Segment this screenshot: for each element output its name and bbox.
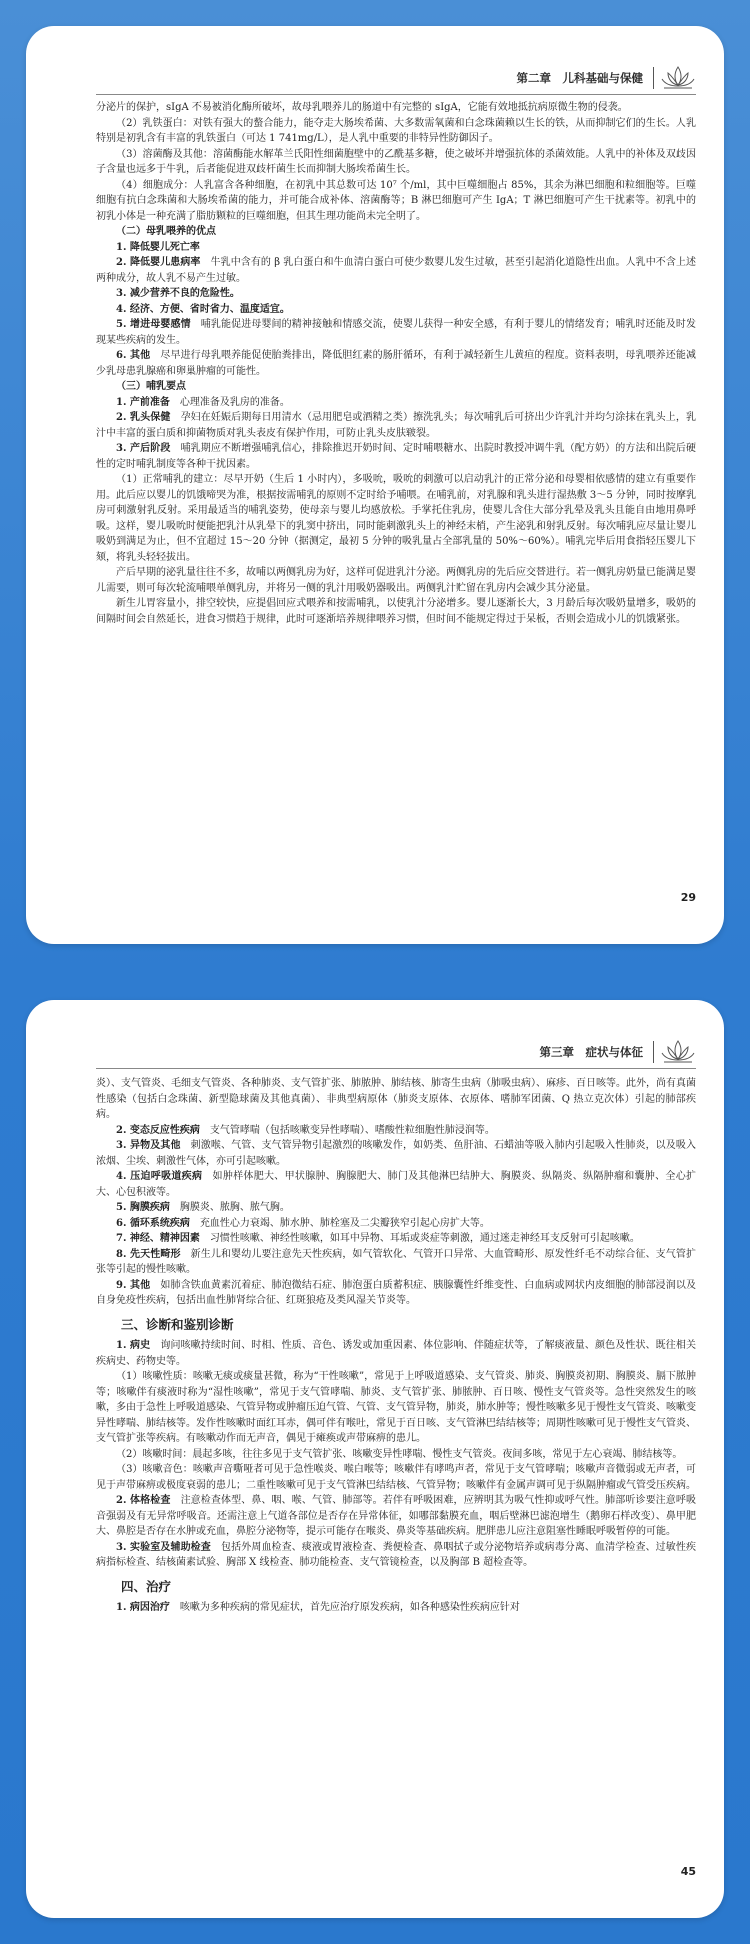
paragraph — [96, 1138, 696, 1169]
paragraph — [96, 240, 696, 256]
paragraph — [96, 1123, 696, 1139]
paragraph — [96, 441, 696, 472]
paragraph-lead: 9. 其他 — [116, 1279, 151, 1291]
header-separator — [653, 1041, 654, 1063]
paragraph-lead: 1. 病史 — [116, 1340, 151, 1351]
running-header — [517, 64, 697, 92]
paragraph: （3）溶菌酶及其他：溶菌酶能水解革兰氏阳性细菌胞壁中的乙酰基多糖，使之破坏并增强抗体的杀菌效能。人乳中的补体及双歧因子含量也远多于牛乳，后者能促进双歧杆菌生长而抑制大肠埃希菌生长。 — [96, 148, 696, 175]
paragraph — [96, 1600, 696, 1616]
paragraph: 新生儿胃容量小，排空较快，应提倡回应式喂养和按需哺乳，以使乳汁分泌增多。婴儿逐渐长大，3 月龄后每次吸奶量增多，吸奶的间隔时间会自然延长，进食习惯趋于规律，此时可逐渐培养规律喂养习惯，但时间不能规定得过于呆板，否则会造成小儿的饥饿紧张。 — [96, 598, 696, 625]
paragraph-lead: 3. 减少营养不良的危险性。 — [116, 288, 240, 299]
paragraph-lead: 2. 体格检查 — [116, 1495, 171, 1506]
page-number: 45 — [680, 1865, 696, 1878]
paragraph — [96, 1231, 696, 1247]
paragraph-lead: 1. 产前准备 — [116, 396, 170, 408]
lotus-logo-icon — [660, 65, 696, 91]
paragraph-text: 尽早进行母乳喂养能促使胎粪排出，降低胆红素的肠肝循环，有利于减轻新生儿黄疸的程度。资料表明，母乳喂养还能减少乳母患乳腺癌和卵巢肿瘤的可能性。 — [96, 350, 697, 377]
paragraph: 分泌片的保护，sIgA 不易被消化酶所破坏，故母乳喂养儿的肠道中有完整的 sIgA，它能有效地抵抗病原微生物的侵袭。 — [96, 102, 628, 113]
paragraph-text: 牛乳中含有的 β 乳白蛋白和牛血清白蛋白可使少数婴儿发生过敏，甚至引起消化道隐性出血。人乳中不含上述两种成分，故人乳不易产生过敏。 — [96, 257, 697, 284]
paragraph-text: 哺乳能促进母婴间的精神接触和情感交流，使婴儿获得一种安全感，有利于婴儿的情绪发育；哺乳时还能及时发现某些疾病的发生。 — [96, 319, 697, 346]
header-rule — [96, 1068, 696, 1069]
paragraph-lead: 1. 病因治疗 — [116, 1602, 170, 1613]
page-45 — [26, 1000, 724, 1918]
paragraph-lead: 1. 降低婴儿死亡率 — [116, 241, 200, 253]
paragraph-text: 如肺含铁血黄素沉着症、肺泡微结石症、肺泡蛋白质蓄积症、胰腺囊性纤维变性、白血病或网状内皮细胞的肺部浸润以及自身免疫性疾病，包括出血性肺肾综合征、红斑狼疮及类风湿关节炎等。 — [96, 1279, 697, 1306]
paragraph — [96, 395, 696, 411]
paragraph-lead: 7. 神经、精神因素 — [116, 1233, 200, 1244]
paragraph-text: 习惯性咳嗽、神经性咳嗽，如耳中异物、耳垢或炎症等刺激，通过迷走神经耳支反射可引起咳嗽。 — [199, 1233, 640, 1244]
header-separator — [653, 67, 654, 89]
paragraph-lead: 8. 先天性畸形 — [116, 1248, 181, 1260]
paragraph — [96, 286, 696, 302]
paragraph-text: 注意检查体型、鼻、咽、喉、气管、肺部等。若伴有呼吸困难，应辨明其为吸气性抑或呼气性。肺部听诊要注意呼吸音强弱及有无异常呼吸音。还需注意上气道各部位是否存在异常体征，如哪部黏膜充血，咽后壁淋巴滤泡增生（鹅卵石样改变）、鼻甲肥大、鼻腔是否存在水肿或充血，鼻腔分泌物等，提示可能存在喉炎、鼻炎等基础疾病。肥胖患儿应注意阻塞性睡眠呼吸暂停的可能。 — [96, 1495, 697, 1537]
paragraph — [96, 1278, 696, 1309]
major-heading: 三、诊断和鉴别诊断 — [121, 1316, 234, 1332]
page-29 — [26, 26, 724, 944]
paragraph: 产后早期的泌乳量往往不多，故哺以两侧乳房为好，这样可促进乳汁分泌。两侧乳房的先后应交替进行。若一侧乳房奶量已能满足婴儿需要，则可每次轮流哺喂单侧乳房，并将另一侧的乳汁用吸奶器吸出。两侧乳汁贮留在乳房内会减少其分泌量。 — [96, 567, 696, 594]
paragraph-text: 包括外周血检查、痰液或胃液检查、粪便检查、鼻咽拭子或分泌物培养或病毒分离、血清学检查、过敏性疾病指标检查、结核菌素试验、胸部 X 线检查、肺功能检查、支气管镜检查，以及胸部 B 超检查等。 — [96, 1541, 697, 1568]
paragraph: （4）细胞成分：人乳富含各种细胞，在初乳中其总数可达 10⁷ 个/ml，其中巨噬细胞占 85%，其余为淋巴细胞和粒细胞等。巨噬细胞有抗白念珠菌和大肠埃希菌的能力，并可能合成补体、溶菌酶等；B 淋巴细胞可产生 IgA；T 淋巴细胞可产生干扰素等。初乳中的初乳小体是一种充满了脂肪颗粒的巨噬细胞，但其生理功能尚未完全明了。 — [96, 179, 696, 222]
paragraph — [96, 1169, 696, 1200]
paragraph-text: 孕妇在妊娠后期每日用清水（忌用肥皂或酒精之类）擦洗乳头；每次哺乳后可挤出少许乳汁并均匀涂抹在乳头上，乳汁中丰富的蛋白质和抑菌物质对乳头表皮有保护作用，可防止乳头皮肤皲裂。 — [96, 412, 697, 439]
paragraph: 炎）、支气管炎、毛细支气管炎、各种肺炎、支气管扩张、肺脓肿、肺结核、肺寄生虫病（肺吸虫病）、麻疹、百日咳等。此外，尚有真菌性感染（包括白念珠菌、新型隐球菌及其他真菌）、非典型病原体（肺炎支原体、衣原体、嗜肺军团菌、Q 热立克次体）引起的肺部疾病。 — [96, 1078, 696, 1120]
paragraph-lead: 4. 压迫呼吸道疾病 — [116, 1171, 203, 1182]
paragraph-lead: 6. 循环系统疾病 — [116, 1217, 190, 1229]
paragraph: （1）咳嗽性质：咳嗽无痰或痰量甚微，称为“干性咳嗽”，常见于上呼吸道感染、支气管炎、肺炎、胸膜炎初期、胸膜炎、膈下脓肿等；咳嗽伴有痰液时称为“湿性咳嗽”，常见于支气管哮喘、肺炎、支气管扩张、肺脓肿、百日咳、慢性支气管炎等。急性突然发生的咳嗽，多由于急性上呼吸道感染、气管异物或肿瘤压迫气管、气管、支气管异物，肺炎，肺水肿等；慢性咳嗽多见于慢性支气管炎、咳嗽变异性哮喘、肺结核等。发作性咳嗽时面红耳赤，偶可伴有喉吐，常见于百日咳、支气管淋巴结结核等；周期性咳嗽可见于慢性支气管炎、支气管扩张等疾病。有咳嗽动作而无声音，偶见于瘫痪或声带麻痹的患儿。 — [96, 1371, 696, 1444]
paragraph-text: 哺乳期应不断增强哺乳信心，排除推迟开奶时间、定时哺喂糖水、出院时教授冲调牛乳（配方奶）的方法和出院后硬性的定时哺乳制度等各种干扰因素。 — [96, 443, 697, 470]
paragraph: （1）正常哺乳的建立：尽早开奶（生后 1 小时内），多吸吮，吸吮的刺激可以启动乳汁的正常分泌和母婴相依感情的建立有重要作用。此后应以婴儿的饥饿啼哭为准，根据按需哺乳的原则不定时给予哺喂。在哺乳前，对乳腺和乳头进行湿热敷 3～5 分钟，同时按摩乳房可刺激射乳反射。采用最适当的哺乳姿势，使母亲与婴儿均感放松。手掌托住乳房，使婴儿含住大部分乳晕及乳头且能自由地用鼻呼吸。这样，婴儿吸吮时便能把乳汁从乳晕下的乳窦中挤出，同时能刺激乳头上的神经末梢，产生泌乳和射乳反射。每次哺乳应尽量让婴儿吸奶到满足为止，但不宜超过 15～20 分钟（据测定，最初 5 分钟的吸乳量占全部乳量的 50%～60%）。哺乳完毕后用食指轻压婴儿下颏，将乳头轻轻拔出。 — [96, 474, 696, 563]
paragraph — [96, 1216, 696, 1232]
paragraph-text: 刺激喉、气管、支气管异物引起激烈的咳嗽发作，如奶类、鱼肝油、石蜡油等吸入肺内引起吸入性肺炎，以及吸入浓烟、尘埃、刺激性气体，亦可引起咳嗽。 — [96, 1140, 697, 1167]
paragraph — [96, 1338, 696, 1369]
paragraph — [96, 255, 696, 286]
paragraph-lead: 2. 乳头保健 — [116, 412, 171, 423]
paragraph — [96, 348, 696, 379]
paragraph-lead: 3. 实验室及辅助检查 — [116, 1541, 211, 1553]
paragraph — [96, 317, 696, 348]
paragraph — [96, 1200, 696, 1216]
paragraph-text: 充血性心力衰竭、肺水肿、肺栓塞及二尖瓣狭窄引起心房扩大等。 — [189, 1217, 490, 1229]
section-heading: （三）哺乳要点 — [116, 381, 186, 392]
major-heading: 四、治疗 — [121, 1578, 172, 1594]
chapter-title: 第二章 儿科基础与保健 — [516, 71, 643, 85]
paragraph-lead: 3. 异物及其他 — [116, 1140, 181, 1151]
paragraph-lead: 4. 经济、方便、省时省力、温度适宜。 — [116, 303, 290, 315]
paragraph — [96, 302, 696, 318]
paragraph-text: 新生儿和婴幼儿要注意先天性疾病，如气管软化、气管开口异常、大血管畸形、原发性纤毛不动综合征、支气管扩张等引起的慢性咳嗽。 — [96, 1248, 697, 1275]
paragraph-lead: 6. 其他 — [116, 350, 151, 361]
paragraph-text: 如肿样体肥大、甲状腺肿、胸腺肥大、肺门及其他淋巴结肿大、胸膜炎、纵隔炎、纵隔肿瘤和囊肿、全心扩大、心包积液等。 — [96, 1171, 697, 1198]
section-heading: （二）母乳喂养的优点 — [116, 226, 216, 237]
lotus-logo-icon — [660, 1039, 696, 1065]
paragraph-lead: 5. 胸膜疾病 — [116, 1202, 170, 1213]
paragraph-lead: 2. 变态反应性疾病 — [116, 1124, 200, 1136]
paragraph: （2）乳铁蛋白：对铁有强大的螯合能力，能夺走大肠埃希菌、大多数需氧菌和白念珠菌赖以生长的铁，从而抑制它们的生长。人乳特别是初乳含有丰富的乳铁蛋白（可达 1 741mg/L），是人乳中重要的非特异性防御因子。 — [96, 117, 696, 144]
paragraph — [96, 1540, 696, 1571]
paragraph: （3）咳嗽音色：咳嗽声音嘶哑者可见于急性喉炎、喉白喉等；咳嗽伴有哮鸣声者，常见于支气管哮喘；咳嗽声音微弱或无声者，可见于声带麻痹或极度衰弱的患儿；二重性咳嗽可见于支气管淋巴结结核、气管异物；咳嗽伴有金属声调可见于纵隔肿瘤或气管受压疾病。 — [96, 1464, 696, 1491]
paragraph — [96, 1247, 696, 1278]
paragraph-lead: 5. 增进母婴感情 — [116, 319, 191, 330]
paragraph-text: 询问咳嗽持续时间、时相、性质、音色、诱发或加重因素、体位影响、伴随症状等，了解痰液量、颜色及性状、既往相关疾病史、药物史等。 — [96, 1340, 697, 1367]
paragraph-text: 支气管哮喘（包括咳嗽变异性哮喘）、嗜酸性粒细胞性肺浸润等。 — [199, 1124, 495, 1136]
paragraph-text: 胸膜炎、脓胸、脓气胸。 — [169, 1202, 290, 1213]
running-header — [540, 1038, 697, 1066]
paragraph — [96, 410, 696, 441]
paragraph — [96, 1493, 696, 1540]
header-rule — [96, 94, 696, 95]
paragraph-lead: 2. 降低婴儿患病率 — [116, 257, 201, 268]
page-number: 29 — [680, 891, 696, 904]
page-body — [96, 100, 696, 627]
chapter-title: 第三章 症状与体征 — [539, 1045, 643, 1059]
page-body — [96, 1076, 696, 1616]
paragraph-text: 心理准备及乳房的准备。 — [169, 396, 290, 408]
paragraph-lead: 3. 产后阶段 — [116, 443, 171, 454]
paragraph: （2）咳嗽时间：晨起多咳，往往多见于支气管扩张、咳嗽变异性哮喘、慢性支气管炎。夜间多咳，常见于左心衰竭、肺结核等。 — [116, 1448, 683, 1460]
paragraph-text: 咳嗽为多种疾病的常见症状，首先应治疗原发疾病，如各种感染性疾病应针对 — [169, 1602, 520, 1613]
